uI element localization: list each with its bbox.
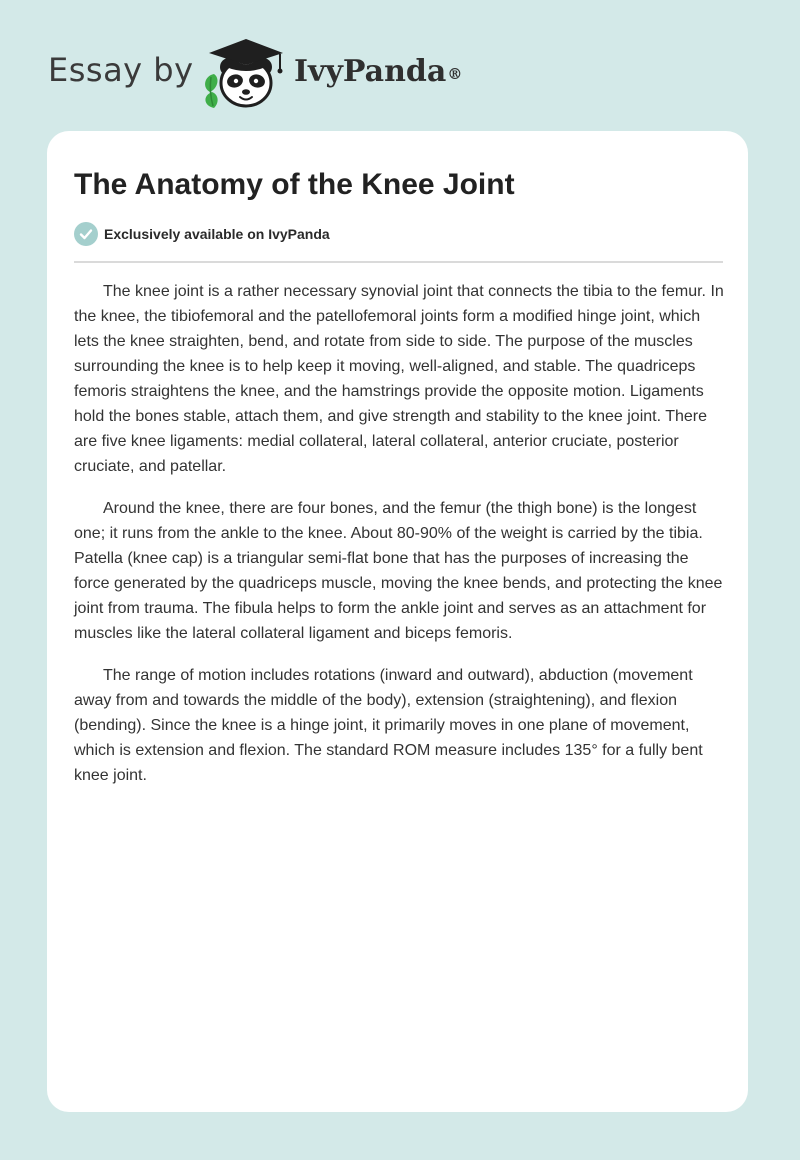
- brand-name[interactable]: [294, 52, 462, 92]
- registered-mark: ®: [447, 65, 463, 83]
- essay-body: [74, 279, 725, 805]
- essay-card: [47, 131, 748, 1112]
- check-circle-icon: [74, 222, 98, 246]
- essay-by-label: Essay by: [48, 51, 194, 89]
- essay-paragraph: The knee joint is a rather necessary synovial joint that connects the tibia to the femur. In the knee, the tibiofemoral and the patellofemoral joints form a modified hinge joint, which lets the knee straighten, bend, and rotate from side to side. The purpose of the muscles surrounding the knee is to help keep it moving, well-aligned, and stable. The quadriceps femoris straightens the knee, and the hamstrings provide the opposite motion. Ligaments hold the bones stable, attach them, and give strength and stability to the knee joint. There are five knee ligaments: medial collateral, lateral collateral, anterior cruciate, posterior cruciate, and patellar.: [74, 283, 724, 475]
- exclusive-badge: [74, 221, 330, 247]
- site-header: [0, 0, 800, 120]
- essay-paragraph: Around the knee, there are four bones, and the femur (the thigh bone) is the longest one; it runs from the ankle to the knee. About 80-90% of the weight is carried by the tibia. Patella (knee cap) is a triangular semi-flat bone that has the purposes of increasing the force generated by the quadriceps muscle, moving the knee bends, and protecting the knee joint from trauma. The fibula helps to form the ankle joint and serves as an attachment for muscles like the lateral collateral ligament and biceps femoris.: [74, 500, 723, 642]
- brand-name-text: IvyPanda: [294, 54, 447, 89]
- panda-graduate-icon[interactable]: [200, 36, 292, 110]
- title-divider: [74, 261, 723, 263]
- exclusive-badge-label: Exclusively available on IvyPanda: [104, 226, 330, 242]
- essay-paragraph: The range of motion includes rotations (inward and outward), abduction (movement away from and towards the middle of the body), extension (straightening), and flexion (bending). Since the knee is a hinge joint, it primarily moves in one plane of movement, which is extension and flexion. The standard ROM measure includes 135° for a fully bent knee joint.: [74, 667, 703, 784]
- page-title: The Anatomy of the Knee Joint: [74, 168, 515, 201]
